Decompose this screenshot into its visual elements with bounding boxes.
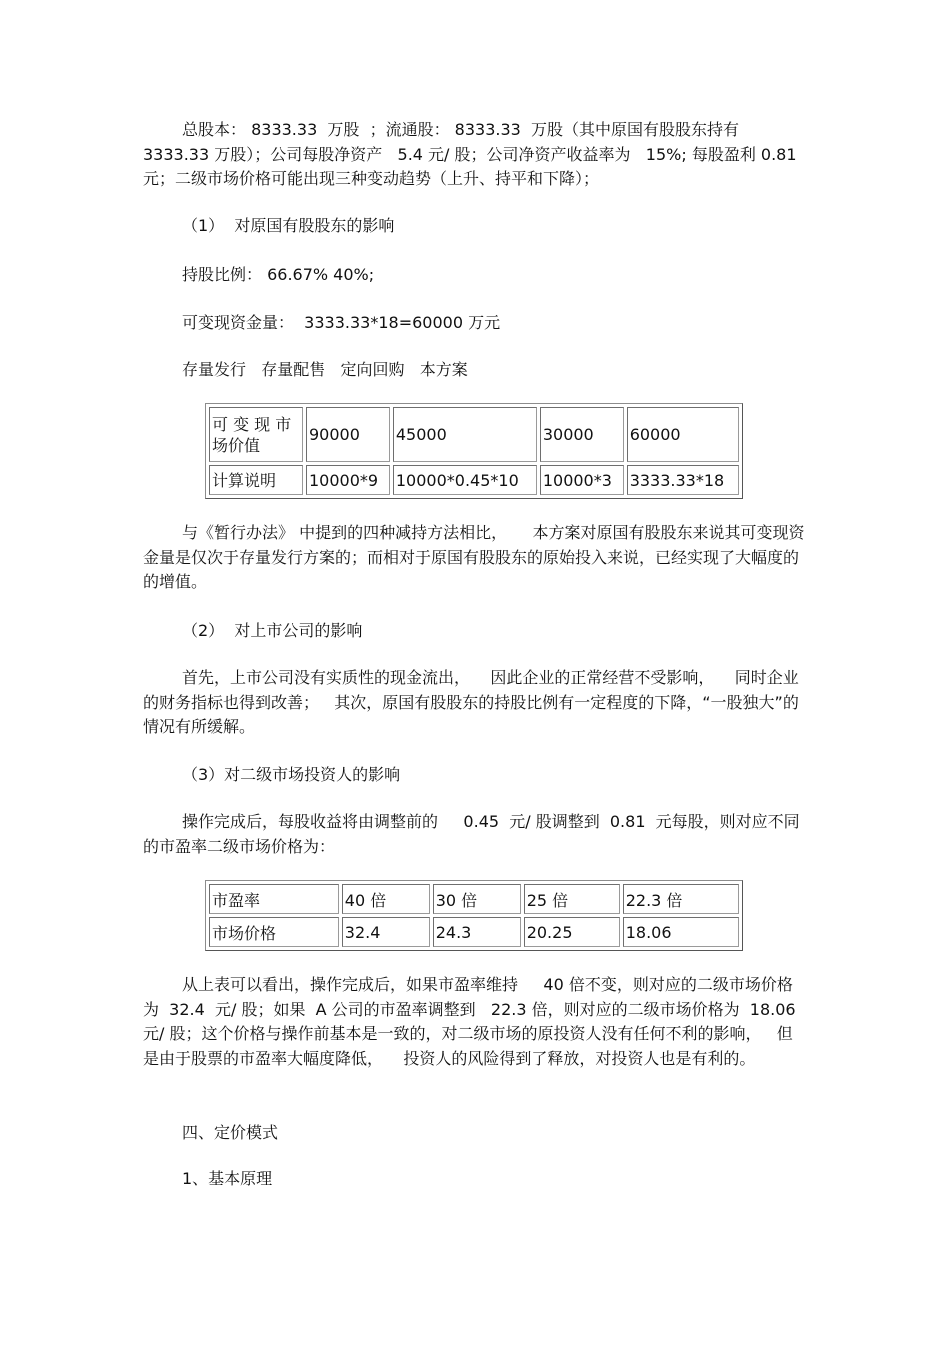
table-cell: 90000 bbox=[306, 407, 390, 462]
table-cell: 10000*0.45*10 bbox=[393, 465, 537, 495]
table-cell: 市场价格 bbox=[209, 917, 339, 947]
line-methods-header: 存量发行 存量配售 定向回购 本方案 bbox=[182, 360, 468, 379]
table-cell: 45000 bbox=[393, 407, 537, 462]
table-cell: 市盈率 bbox=[209, 884, 339, 914]
table-cell: 24.3 bbox=[433, 917, 521, 947]
table-cell: 10000*3 bbox=[540, 465, 624, 495]
paragraph-conclusion: 从上表可以看出，操作完成后，如果市盈率维持 40 倍不变，则对应的二级市场价格为 32.4 元/ 股；如果 A 公司的市盈率调整到 22.3 倍，则对应的二级市场价格为 18.06 元/ 股；这个价格与操作前基本是一致的，对二级市场的原投资人没有任何不利的影响， 但是由于股票的市盈率大幅度降低， 投资人的风险得到了释放，对投资人也是有利的。 bbox=[143, 975, 806, 1068]
section-heading-pricing-model: 四、定价模式 bbox=[182, 1123, 279, 1142]
table-cell: 10000*9 bbox=[306, 465, 390, 495]
table-cell: 可 变 现 市场价值 bbox=[209, 407, 303, 462]
table-cell: 32.4 bbox=[342, 917, 430, 947]
table-row bbox=[209, 917, 739, 947]
subsection-heading-basic-principle: 1、基本原理 bbox=[182, 1169, 273, 1188]
table-cell: 22.3 倍 bbox=[623, 884, 739, 914]
table-cell: 3333.33*18 bbox=[627, 465, 739, 495]
pe-price-table bbox=[205, 880, 743, 951]
line-realizable-funds: 可变现资金量： 3333.33*18=60000 万元 bbox=[182, 313, 501, 332]
table-cell: 20.25 bbox=[524, 917, 620, 947]
realizable-value-table bbox=[205, 403, 743, 499]
line-shareholding-ratio: 持股比例： 66.67% 40%; bbox=[182, 265, 375, 284]
table-cell: 30000 bbox=[540, 407, 624, 462]
heading-impact-investors: （3）对二级市场投资人的影响 bbox=[182, 765, 401, 784]
table-cell: 30 倍 bbox=[433, 884, 521, 914]
paragraph-capital-structure: 总股本： 8333.33 万股 ；流通股： 8333.33 万股（其中原国有股股东持有 3333.33 万股）；公司每股净资产 5.4 元/ 股；公司净资产收益率为 15%; 每股盈利 0.81 元；二级市场价格可能出现三种变动趋势（上升、持平和下降）； bbox=[143, 120, 802, 188]
heading-impact-state-shareholders: （1） 对原国有股股东的影响 bbox=[182, 216, 395, 235]
table-row bbox=[209, 884, 739, 914]
table-row bbox=[209, 407, 739, 462]
paragraph-eps-adjustment: 操作完成后，每股收益将由调整前的 0.45 元/ 股调整到 0.81 元每股，则对应不同的市盈率二级市场价格为： bbox=[143, 812, 800, 856]
heading-impact-listed-company: （2） 对上市公司的影响 bbox=[182, 621, 363, 640]
table-cell: 40 倍 bbox=[342, 884, 430, 914]
paragraph-company-effects: 首先，上市公司没有实质性的现金流出， 因此企业的正常经营不受影响， 同时企业的财务指标也得到改善； 其次，原国有股股东的持股比例有一定程度的下降，“一股独大”的情况有所缓解。 bbox=[143, 668, 799, 736]
table-row bbox=[209, 465, 739, 495]
table-cell: 60000 bbox=[627, 407, 739, 462]
table-cell: 计算说明 bbox=[209, 465, 303, 495]
table-cell: 25 倍 bbox=[524, 884, 620, 914]
paragraph-comparison: 与《暂行办法》 中提到的四种减持方法相比， 本方案对原国有股股东来说其可变现资金量是仅次于存量发行方案的；而相对于原国有股股东的原始投入来说，已经实现了大幅度的的增值。 bbox=[143, 523, 805, 591]
table-cell: 18.06 bbox=[623, 917, 739, 947]
